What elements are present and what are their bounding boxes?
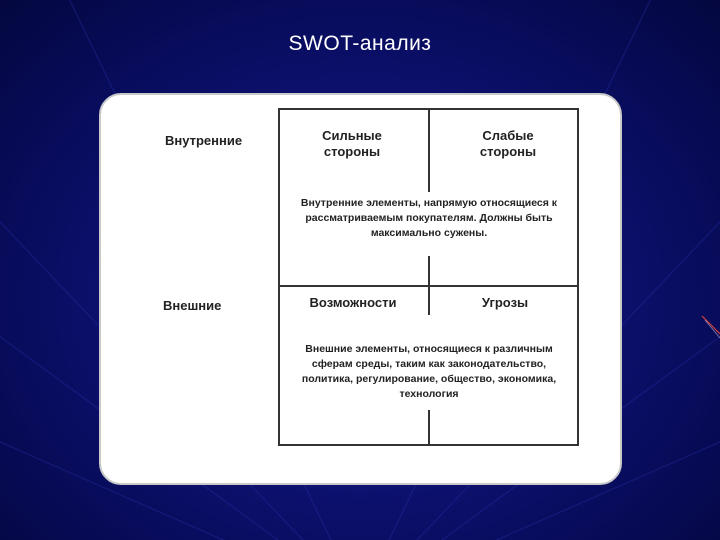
divider-bottom-upper — [428, 285, 430, 315]
quadrant-opportunities: Возможности — [309, 295, 397, 310]
row-label-internal: Внутренние — [165, 133, 243, 148]
quadrant-strengths: Сильные стороны — [322, 128, 382, 159]
internal-description: Внутренние элементы, напрямую относящиеся к рассматриваемым покупателям. Должны быть максимально сужены. — [284, 196, 574, 241]
divider-horizontal — [280, 285, 577, 287]
external-description: Внешние элементы, относящиеся к различным сферам среды, таким как законодательство, политика, регулирование, общество, экономика, технология — [294, 342, 564, 402]
divider-top-upper — [428, 110, 430, 192]
divider-top-lower — [428, 256, 430, 285]
swot-grid — [278, 108, 579, 446]
quadrant-threats: Угрозы — [481, 295, 529, 310]
swot-diagram-card — [99, 93, 622, 485]
slide-title: SWOT-анализ — [288, 32, 432, 55]
divider-bottom-lower — [428, 410, 430, 444]
row-label-external: Внешние — [163, 298, 222, 313]
quadrant-weaknesses: Слабые стороны — [479, 128, 537, 159]
